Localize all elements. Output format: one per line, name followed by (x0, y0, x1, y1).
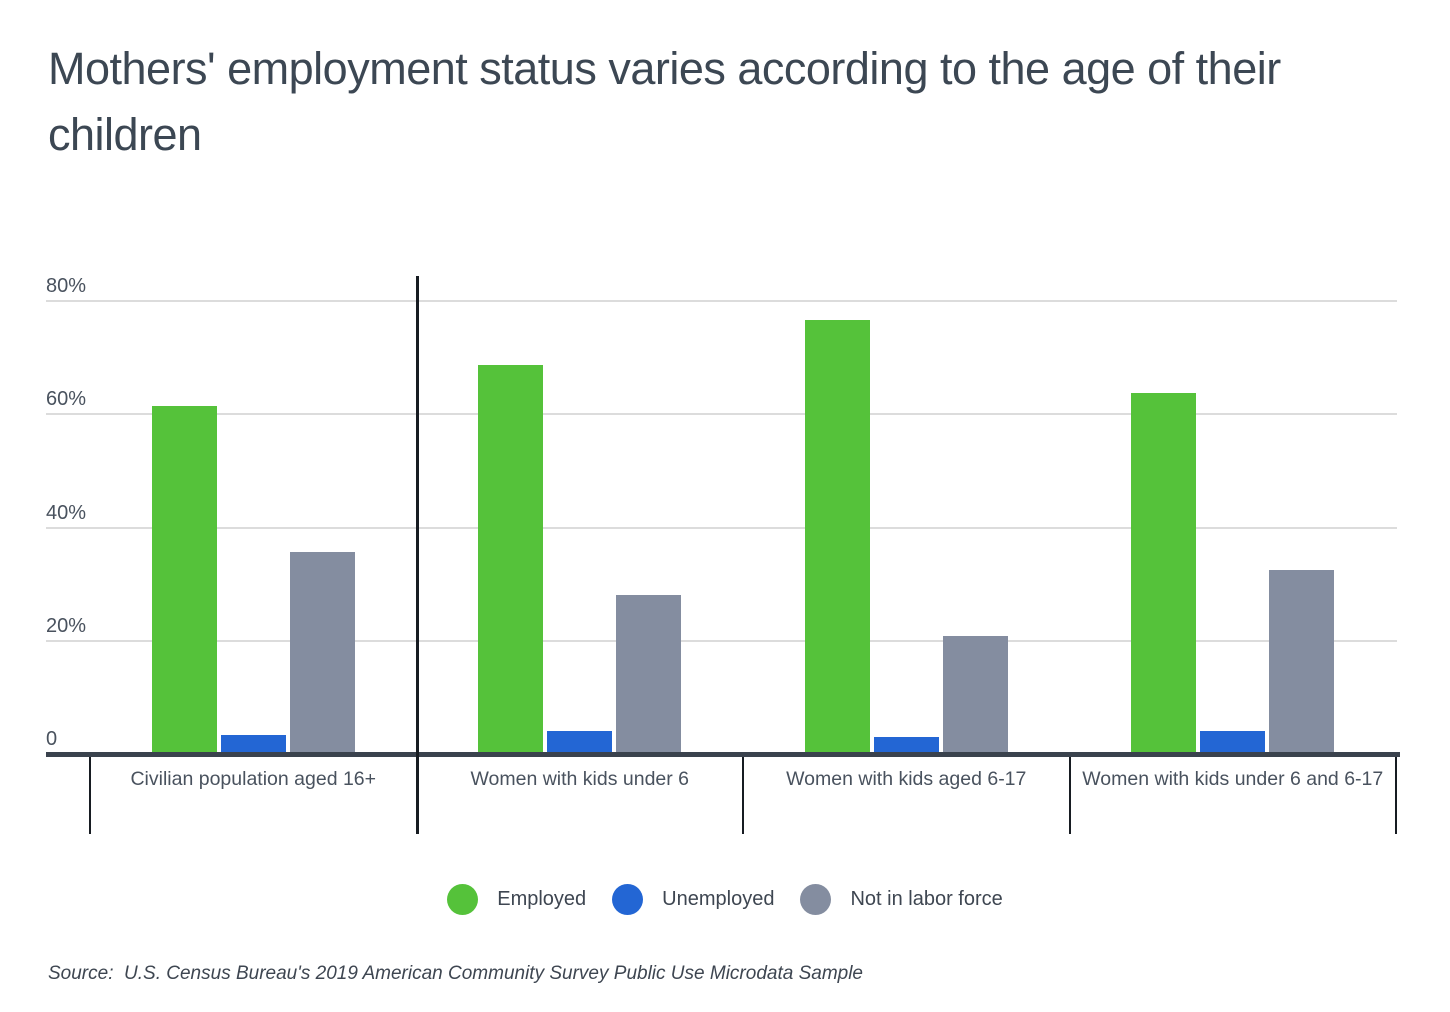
y-axis-tick-label: 0 (46, 728, 58, 750)
y-axis-tick-label: 20% (46, 614, 87, 637)
x-axis-category-label: Women with kids under 6 (470, 768, 690, 790)
legend-label-employed: Employed (497, 888, 587, 910)
legend-item-unemployed (612, 884, 774, 915)
x-axis-line (46, 752, 1400, 757)
x-axis-category-label: Women with kids under 6 and 6-17 (1082, 768, 1384, 790)
legend (0, 884, 1450, 915)
category-boundary-line (1395, 757, 1397, 834)
source-attribution: Source: U.S. Census Bureau's 2019 American Community Survey Public Use Microdata Sample (48, 963, 863, 984)
x-axis-category-label: Civilian population aged 16+ (130, 768, 377, 790)
legend-item-employed (447, 884, 586, 915)
bar-not-in-labor-force-group-4 (1269, 570, 1334, 754)
legend-label-not-in-labor-force: Not in labor force (850, 888, 1003, 910)
y-axis-tick-label: 80% (46, 275, 87, 297)
bar-not-in-labor-force-group-2 (616, 595, 681, 754)
bar-employed-group-4 (1131, 393, 1196, 754)
bar-unemployed-group-4 (1200, 731, 1265, 754)
legend-item-not-in-labor-force (800, 884, 1002, 915)
unemployed-legend-dot-icon (612, 884, 643, 915)
bar-employed-group-3 (805, 320, 870, 754)
bar-unemployed-group-2 (547, 731, 612, 754)
not-in-labor-force-legend-dot-icon (800, 884, 831, 915)
gridline-80% (46, 300, 1397, 302)
x-axis-category-label: Women with kids aged 6-17 (786, 768, 1027, 790)
chart-title: Mothers' employment status varies according to the age of their children (48, 43, 1281, 160)
y-axis-tick-label: 40% (46, 501, 87, 524)
legend-label-unemployed: Unemployed (662, 888, 775, 910)
category-boundary-line (1069, 757, 1071, 834)
bar-employed-group-2 (478, 365, 543, 754)
employed-legend-dot-icon (447, 884, 478, 915)
group-divider-tall (416, 276, 419, 834)
category-boundary-line (89, 757, 91, 834)
y-axis-tick-label: 60% (46, 388, 87, 411)
category-boundary-line (742, 757, 744, 834)
bar-employed-group-1 (152, 406, 217, 754)
bar-not-in-labor-force-group-1 (290, 552, 355, 754)
bar-not-in-labor-force-group-3 (943, 636, 1008, 754)
